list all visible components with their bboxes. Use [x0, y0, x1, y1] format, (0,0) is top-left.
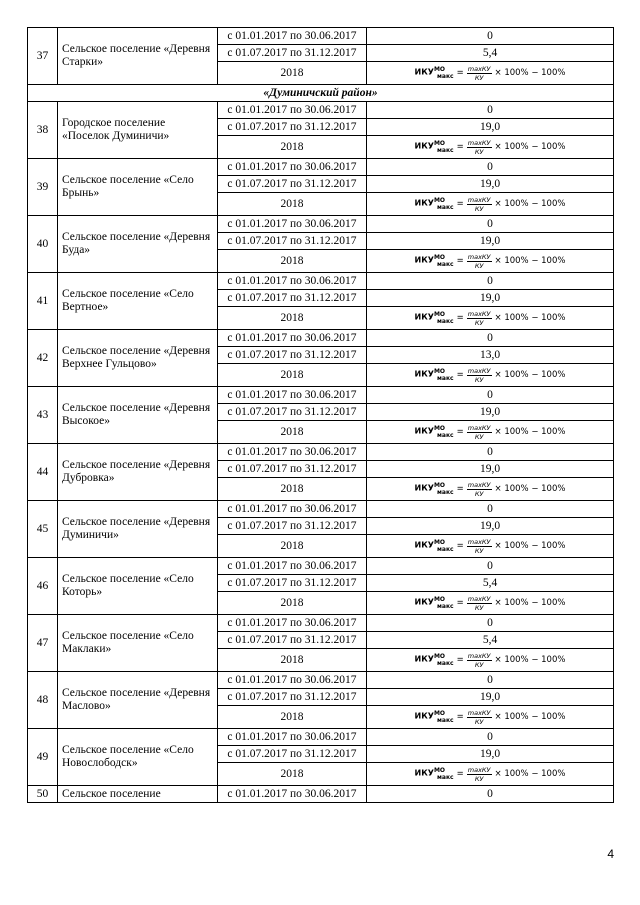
index-formula [415, 479, 566, 498]
formula-eq: = [456, 67, 464, 78]
page-number: 4 [607, 847, 614, 861]
period-cell: с 01.07.2017 по 31.12.2017 [218, 632, 367, 649]
period-cell: 2018 [218, 535, 367, 558]
formula-lhs: $ИКУ^{МО}_{макс}$ [414, 66, 454, 80]
period-cell: 2018 [218, 193, 367, 216]
settlement-name: Сельское поселение «Село Вертное» [58, 273, 218, 330]
formula-numerator: maxКУ [467, 138, 491, 147]
formula-fraction [467, 595, 492, 612]
index-formula [415, 251, 566, 270]
formula-numerator: maxКУ [467, 423, 491, 432]
index-formula [415, 650, 566, 669]
settlement-name: Сельское поселение «Село Новослободск» [58, 729, 218, 786]
index-formula [415, 194, 566, 213]
row-number: 37 [28, 28, 58, 85]
formula-denominator: КУ [474, 204, 484, 213]
formula-numerator: maxКУ [467, 480, 491, 489]
formula-lhs: $ИКУ^{МО}_{макс}$ [414, 254, 454, 268]
period-cell: с 01.01.2017 по 30.06.2017 [218, 672, 367, 689]
formula-fraction [467, 709, 492, 726]
formula-fraction [467, 196, 492, 213]
row-number: 38 [28, 102, 58, 159]
formula-lhs: $ИКУ^{МО}_{макс}$ [414, 425, 454, 439]
formula-eq: = [456, 312, 464, 323]
value-cell: 19,0 [367, 404, 614, 421]
index-formula [415, 137, 566, 156]
formula-tail: × 100% − 100% [494, 654, 566, 665]
formula-numerator: maxКУ [467, 309, 491, 318]
period-cell: 2018 [218, 250, 367, 273]
row-number: 39 [28, 159, 58, 216]
formula-lhs: $ИКУ^{МО}_{макс}$ [414, 710, 454, 724]
formula-numerator: maxКУ [467, 708, 491, 717]
formula-denominator: КУ [474, 375, 484, 384]
period-cell: с 01.01.2017 по 30.06.2017 [218, 387, 367, 404]
formula-eq: = [456, 597, 464, 608]
row-number: 47 [28, 615, 58, 672]
period-cell: 2018 [218, 763, 367, 786]
table-row [28, 387, 614, 404]
formula-lhs: $ИКУ^{МО}_{макс}$ [414, 368, 454, 382]
period-cell: с 01.07.2017 по 31.12.2017 [218, 119, 367, 136]
settlement-name: Сельское поселение «Деревня Верхнее Гульцово» [58, 330, 218, 387]
formula-denominator: КУ [474, 546, 484, 555]
period-cell: с 01.07.2017 по 31.12.2017 [218, 45, 367, 62]
period-cell: 2018 [218, 478, 367, 501]
formula-tail: × 100% − 100% [494, 426, 566, 437]
settlement-name: Сельское поселение «Село Брынь» [58, 159, 218, 216]
district-header: «Думиничский район» [28, 85, 614, 102]
value-cell: 0 [367, 501, 614, 518]
formula-eq: = [456, 654, 464, 665]
settlement-name: Сельское поселение «Деревня Высокое» [58, 387, 218, 444]
period-cell: с 01.01.2017 по 30.06.2017 [218, 729, 367, 746]
formula-denominator: КУ [474, 261, 484, 270]
index-formula [415, 365, 566, 384]
index-formula [415, 422, 566, 441]
table-row [28, 558, 614, 575]
formula-eq: = [456, 540, 464, 551]
formula-lhs: $ИКУ^{МО}_{макс}$ [414, 767, 454, 781]
table-row [28, 672, 614, 689]
formula-cell [367, 706, 614, 729]
formula-lhs: $ИКУ^{МО}_{макс}$ [414, 596, 454, 610]
formula-denominator: КУ [474, 660, 484, 669]
value-cell: 19,0 [367, 518, 614, 535]
table-row [28, 216, 614, 233]
index-formula [415, 308, 566, 327]
formula-lhs: $ИКУ^{МО}_{макс}$ [414, 311, 454, 325]
formula-denominator: КУ [474, 147, 484, 156]
settlement-name: Сельское поселение «Село Которь» [58, 558, 218, 615]
period-cell: с 01.07.2017 по 31.12.2017 [218, 518, 367, 535]
value-cell: 0 [367, 387, 614, 404]
formula-tail: × 100% − 100% [494, 255, 566, 266]
formula-numerator: maxКУ [467, 366, 491, 375]
formula-cell [367, 421, 614, 444]
formula-cell [367, 535, 614, 558]
formula-tail: × 100% − 100% [494, 597, 566, 608]
settlement-name: Сельское поселение «Деревня Дубровка» [58, 444, 218, 501]
period-cell: с 01.01.2017 по 30.06.2017 [218, 330, 367, 347]
value-cell: 0 [367, 558, 614, 575]
formula-fraction [467, 65, 492, 82]
formula-numerator: maxКУ [467, 195, 491, 204]
period-cell: с 01.01.2017 по 30.06.2017 [218, 28, 367, 45]
formula-eq: = [456, 426, 464, 437]
table-row [28, 273, 614, 290]
district-row [28, 85, 614, 102]
period-cell: 2018 [218, 136, 367, 159]
value-cell: 19,0 [367, 233, 614, 250]
formula-denominator: КУ [474, 603, 484, 612]
row-number: 42 [28, 330, 58, 387]
formula-numerator: maxКУ [467, 537, 491, 546]
value-cell: 0 [367, 273, 614, 290]
table-row [28, 786, 614, 803]
value-cell: 13,0 [367, 347, 614, 364]
value-cell: 5,4 [367, 45, 614, 62]
formula-fraction [467, 310, 492, 327]
row-number: 43 [28, 387, 58, 444]
formula-numerator: maxКУ [467, 594, 491, 603]
formula-fraction [467, 253, 492, 270]
period-cell: с 01.07.2017 по 31.12.2017 [218, 176, 367, 193]
formula-fraction [467, 367, 492, 384]
formula-fraction [467, 481, 492, 498]
value-cell: 0 [367, 786, 614, 803]
value-cell: 0 [367, 216, 614, 233]
period-cell: с 01.01.2017 по 30.06.2017 [218, 615, 367, 632]
formula-cell [367, 763, 614, 786]
formula-cell [367, 649, 614, 672]
formula-cell [367, 136, 614, 159]
row-number: 49 [28, 729, 58, 786]
formula-fraction [467, 766, 492, 783]
table-row [28, 501, 614, 518]
formula-denominator: КУ [474, 489, 484, 498]
formula-eq: = [456, 255, 464, 266]
settlement-name: Сельское поселение «Деревня Буда» [58, 216, 218, 273]
period-cell: 2018 [218, 592, 367, 615]
formula-numerator: maxКУ [467, 765, 491, 774]
formula-cell [367, 193, 614, 216]
table-row [28, 615, 614, 632]
value-cell: 0 [367, 330, 614, 347]
formula-tail: × 100% − 100% [494, 369, 566, 380]
formula-cell [367, 62, 614, 85]
value-cell: 19,0 [367, 290, 614, 307]
period-cell: с 01.07.2017 по 31.12.2017 [218, 689, 367, 706]
value-cell: 19,0 [367, 746, 614, 763]
period-cell: 2018 [218, 364, 367, 387]
formula-cell [367, 592, 614, 615]
formula-tail: × 100% − 100% [494, 483, 566, 494]
value-cell: 0 [367, 159, 614, 176]
period-cell: с 01.07.2017 по 31.12.2017 [218, 461, 367, 478]
value-cell: 0 [367, 729, 614, 746]
row-number: 50 [28, 786, 58, 803]
period-cell: 2018 [218, 706, 367, 729]
formula-denominator: КУ [474, 318, 484, 327]
row-number: 45 [28, 501, 58, 558]
settlement-name: Сельское поселение «Село Маклаки» [58, 615, 218, 672]
period-cell: 2018 [218, 307, 367, 330]
value-cell: 19,0 [367, 176, 614, 193]
index-formula [415, 707, 566, 726]
formula-fraction [467, 538, 492, 555]
period-cell: с 01.07.2017 по 31.12.2017 [218, 575, 367, 592]
formula-fraction [467, 652, 492, 669]
period-cell: с 01.07.2017 по 31.12.2017 [218, 290, 367, 307]
table-row [28, 159, 614, 176]
formula-cell [367, 307, 614, 330]
formula-lhs: $ИКУ^{МО}_{макс}$ [414, 482, 454, 496]
period-cell: с 01.01.2017 по 30.06.2017 [218, 501, 367, 518]
formula-eq: = [456, 369, 464, 380]
settlement-name: Сельское поселение «Деревня Думиничи» [58, 501, 218, 558]
value-cell: 0 [367, 444, 614, 461]
formula-cell [367, 478, 614, 501]
row-number: 48 [28, 672, 58, 729]
period-cell: с 01.01.2017 по 30.06.2017 [218, 102, 367, 119]
formula-tail: × 100% − 100% [494, 540, 566, 551]
formula-denominator: КУ [474, 774, 484, 783]
period-cell: с 01.07.2017 по 31.12.2017 [218, 746, 367, 763]
period-cell: с 01.01.2017 по 30.06.2017 [218, 786, 367, 803]
period-cell: с 01.01.2017 по 30.06.2017 [218, 159, 367, 176]
formula-tail: × 100% − 100% [494, 768, 566, 779]
period-cell: с 01.01.2017 по 30.06.2017 [218, 444, 367, 461]
period-cell: 2018 [218, 421, 367, 444]
formula-tail: × 100% − 100% [494, 67, 566, 78]
value-cell: 5,4 [367, 575, 614, 592]
value-cell: 5,4 [367, 632, 614, 649]
index-formula [415, 764, 566, 783]
index-formula [415, 536, 566, 555]
period-cell: с 01.07.2017 по 31.12.2017 [218, 404, 367, 421]
table-row [28, 102, 614, 119]
value-cell: 19,0 [367, 689, 614, 706]
settlement-name: Сельское поселение [58, 786, 218, 803]
formula-numerator: maxКУ [467, 651, 491, 660]
table-row [28, 330, 614, 347]
value-cell: 0 [367, 615, 614, 632]
table-row [28, 444, 614, 461]
formula-eq: = [456, 711, 464, 722]
period-cell: 2018 [218, 62, 367, 85]
table-row [28, 729, 614, 746]
period-cell: с 01.01.2017 по 30.06.2017 [218, 558, 367, 575]
settlement-name: Сельское поселение «Деревня Маслово» [58, 672, 218, 729]
row-number: 46 [28, 558, 58, 615]
settlement-name: Городское поселение «Поселок Думиничи» [58, 102, 218, 159]
formula-eq: = [456, 483, 464, 494]
formula-lhs: $ИКУ^{МО}_{макс}$ [414, 197, 454, 211]
formula-lhs: $ИКУ^{МО}_{макс}$ [414, 653, 454, 667]
period-cell: с 01.07.2017 по 31.12.2017 [218, 347, 367, 364]
row-number: 40 [28, 216, 58, 273]
formula-lhs: $ИКУ^{МО}_{макс}$ [414, 539, 454, 553]
value-cell: 0 [367, 672, 614, 689]
row-number: 41 [28, 273, 58, 330]
formula-eq: = [456, 768, 464, 779]
formula-tail: × 100% − 100% [494, 711, 566, 722]
formula-tail: × 100% − 100% [494, 312, 566, 323]
value-cell: 0 [367, 102, 614, 119]
formula-lhs: $ИКУ^{МО}_{макс}$ [414, 140, 454, 154]
value-cell: 19,0 [367, 461, 614, 478]
formula-fraction [467, 139, 492, 156]
formula-denominator: КУ [474, 432, 484, 441]
formula-denominator: КУ [474, 73, 484, 82]
formula-numerator: maxКУ [467, 252, 491, 261]
period-cell: 2018 [218, 649, 367, 672]
value-cell: 19,0 [367, 119, 614, 136]
formula-denominator: КУ [474, 717, 484, 726]
period-cell: с 01.01.2017 по 30.06.2017 [218, 273, 367, 290]
formula-cell [367, 250, 614, 273]
formula-cell [367, 364, 614, 387]
period-cell: с 01.07.2017 по 31.12.2017 [218, 233, 367, 250]
formula-fraction [467, 424, 492, 441]
settlement-name: Сельское поселение «Деревня Старки» [58, 28, 218, 85]
table-row [28, 28, 614, 45]
index-formula [415, 593, 566, 612]
formula-tail: × 100% − 100% [494, 198, 566, 209]
formula-numerator: maxКУ [467, 64, 491, 73]
formula-eq: = [456, 198, 464, 209]
formula-tail: × 100% − 100% [494, 141, 566, 152]
index-formula [415, 63, 566, 82]
formula-eq: = [456, 141, 464, 152]
period-cell: с 01.01.2017 по 30.06.2017 [218, 216, 367, 233]
row-number: 44 [28, 444, 58, 501]
tariff-table [27, 27, 614, 803]
value-cell: 0 [367, 28, 614, 45]
